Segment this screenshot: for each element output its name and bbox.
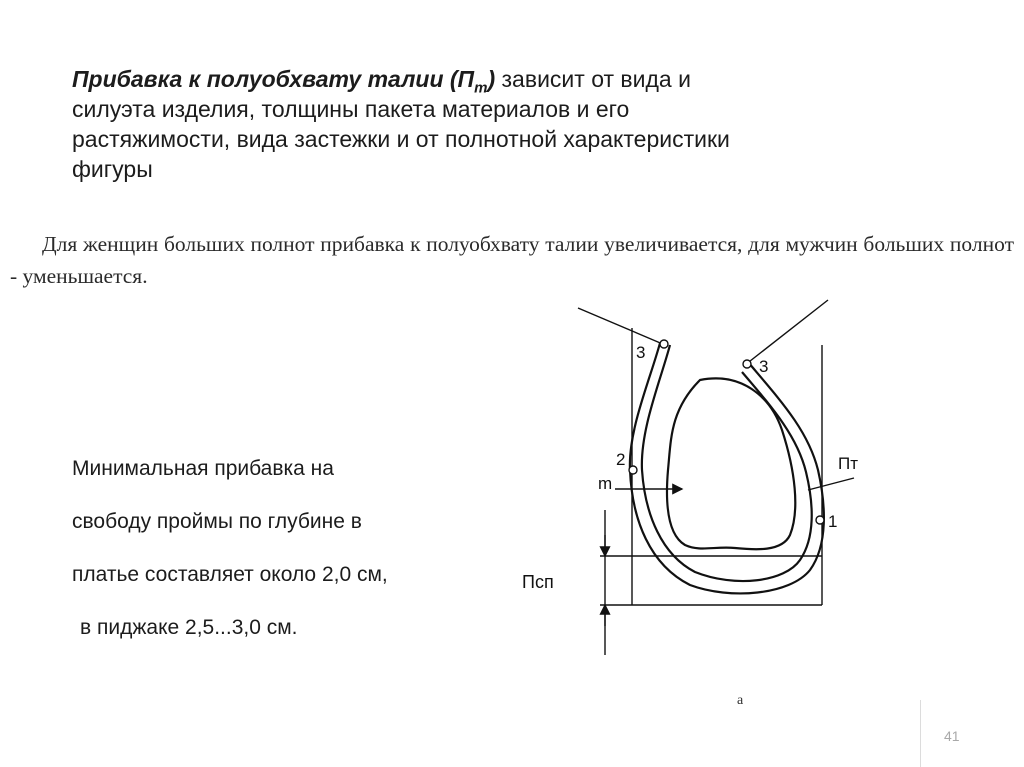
pt-leader-line [808,478,854,490]
intro-term: Прибавка к полуобхвату талии $(П_т)$ [72,66,496,97]
min-allowance-line: свободу проймы по глубине в [72,510,362,533]
label-psp: Псп [522,572,554,592]
min-allowance-line: в пиджаке 2,5...3,0 см. [80,616,298,639]
label-3-left: 3 [636,343,646,362]
intro-term-subscript: т [474,79,488,97]
point-2 [629,466,637,474]
min-allowance-text [72,442,512,654]
intro-paragraph [72,64,772,184]
point-1 [816,516,824,524]
armhole-diagram [500,295,859,665]
note-paragraph: Для женщин больших полнот прибавка к полуобхвату талии увеличивается, для мужчин больших полнот - уменьшается. [10,232,1014,288]
armhole-inner-curve [642,345,812,581]
label-3-right: 3 [759,357,769,376]
point-3-left [660,340,668,348]
label-pt: Пт [838,454,859,473]
label-1: 1 [828,512,838,531]
shoulder-line-left [578,308,665,345]
label-m: m [598,474,613,493]
footer-divider [920,700,921,767]
label-2: 2 [616,450,626,469]
intro-text: зависит от вида и силуэта изделия, толщины пакета материалов и его растяжимости, вида застежки и от полнотной характеристики фигуры [72,66,730,182]
body-contour [667,378,795,549]
page-number: 41 [944,728,960,744]
diagram-caption: а [737,693,744,708]
shoulder-line-right [745,300,828,365]
min-allowance-line: Минимальная прибавка на [72,457,334,480]
min-allowance-line: платье составляет около 2,0 см, [72,563,388,586]
point-3-right [743,360,751,368]
